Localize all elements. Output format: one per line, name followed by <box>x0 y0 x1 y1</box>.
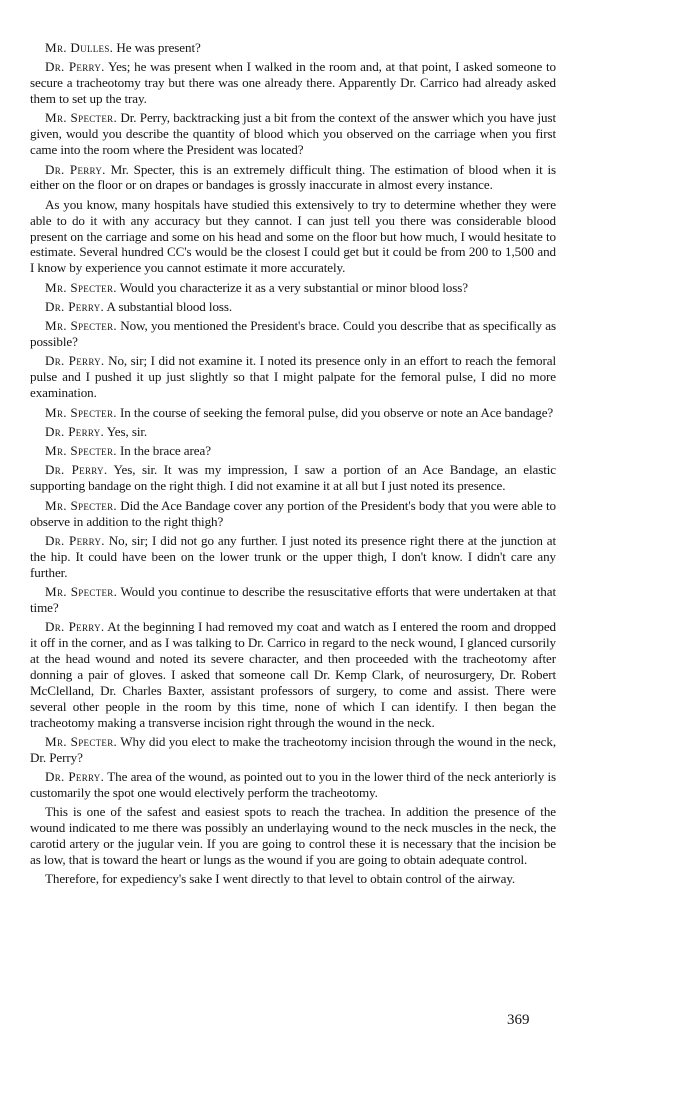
speaker-name: Dr. Perry. <box>45 59 105 75</box>
speaker-name: Dr. Perry. <box>45 298 105 314</box>
paragraph <box>30 40 556 56</box>
paragraph <box>30 162 556 194</box>
paragraph-text: This is one of the safest and easiest spots to reach the trachea. In addition the presence of the wound indicated to me there was possibly an underlaying wound to the neck muscles in the neck, the carotid artery or the jugular vein. If you are going to control these it is necessary that the incision be as low, that is toward the heart or lungs as the wound if you are going to obtain adequate control. <box>30 804 556 868</box>
speaker-name: Dr. Perry. <box>45 532 105 548</box>
paragraph-text: No, sir; I did not go any further. I just noted its presence right there at the junction at the hip. It could have been on the lower trunk or the upper thigh, I don't know. I didn't care any further. <box>30 532 556 580</box>
speaker-name: Dr. Perry. <box>45 769 105 785</box>
paragraph <box>30 353 556 401</box>
paragraph <box>30 734 556 766</box>
paragraph-text: Yes, sir. <box>104 423 148 439</box>
speaker-name: Dr. Perry. <box>45 161 106 177</box>
speaker-name: Mr. Specter. <box>45 279 117 295</box>
paragraph-text: As you know, many hospitals have studied this extensively to try to determine whether they were able to do it with any accuracy but they cannot. I can just tell you there was considerable blood present on the carriage and some on his head and some on the floor but how much, I would hesitate to estimate. Several hundred CC's would be the closest I could get but it could be from 200 to 1,500 and I know by experience you cannot estimate it more accurately. <box>30 196 556 276</box>
paragraph <box>30 299 556 315</box>
speaker-name: Mr. Specter. <box>45 733 118 749</box>
paragraph-text: Mr. Specter, this is an extremely difficult thing. The estimation of blood when it is either on the floor or on drapes or bandages is grossly inaccurate in almost every instance. <box>30 161 556 193</box>
paragraph <box>30 462 556 494</box>
paragraph-text: In the brace area? <box>116 443 211 459</box>
paragraph-text: Yes; he was present when I walked in the room and, at that point, I asked someone to secure a tracheotomy tray but there was one already there. Apparently Dr. Carrico had already asked them to set up the tray. <box>30 59 556 107</box>
paragraph-text: Would you continue to describe the resuscitative efforts that were undertaken at that time? <box>30 583 556 615</box>
paragraph <box>30 424 556 440</box>
paragraph-text: Why did you elect to make the tracheotomy incision through the wound in the neck, Dr. Perry? <box>30 733 557 765</box>
paragraph <box>30 405 556 421</box>
speaker-name: Mr. Specter. <box>45 443 117 459</box>
speaker-name: Dr. Perry. <box>45 619 105 635</box>
paragraph <box>30 871 556 887</box>
paragraph <box>30 769 556 801</box>
transcript-body <box>30 40 556 891</box>
paragraph-text: A substantial blood loss. <box>104 298 233 314</box>
speaker-name: Dr. Perry. <box>45 462 108 478</box>
speaker-name: Mr. Specter. <box>45 583 118 599</box>
speaker-name: Mr. Specter. <box>45 318 117 334</box>
paragraph-text: In the course of seeking the femoral pulse, did you observe or note an Ace bandage? <box>116 404 554 420</box>
speaker-name: Mr. Specter. <box>45 497 117 513</box>
paragraph <box>30 443 556 459</box>
paragraph-text: Dr. Perry, backtracking just a bit from the context of the answer which you have just given, would you describe the quantity of blood which you observed on the carriage when you first came into the room where the President was located? <box>30 110 556 158</box>
speaker-name: Dr. Perry. <box>45 353 105 369</box>
speaker-name: Mr. Dulles. <box>45 40 114 55</box>
paragraph-text: Would you characterize it as a very substantial or minor blood loss? <box>116 279 468 295</box>
paragraph <box>30 110 556 158</box>
speaker-name: Dr. Perry. <box>45 423 105 439</box>
paragraph <box>30 280 556 296</box>
paragraph-text: The area of the wound, as pointed out to you in the lower third of the neck anteriorly is customarily the spot one would electively perform the tracheotomy. <box>30 769 556 800</box>
paragraph-text: He was present? <box>113 40 201 55</box>
paragraph-text: Now, you mentioned the President's brace. Could you describe that as specifically as possible? <box>30 318 556 350</box>
paragraph <box>30 619 556 730</box>
paragraph <box>30 584 556 616</box>
paragraph-text: Therefore, for expediency's sake I went directly to that level to obtain control of the airway. <box>45 871 516 887</box>
paragraph <box>30 59 556 107</box>
paragraph-text: At the beginning I had removed my coat and watch as I entered the room and dropped it off in the corner, and as I was talking to Dr. Carrico in regard to the neck wound, I glanced cursorily at the head wound and noted its severe character, and then proceeded with the tracheotomy after donning a pair of gloves. I asked that someone call Dr. Kemp Clark, of neurosurgery, Dr. Robert McClelland, Dr. Charles Baxter, assistant professors of surgery, to come and assist. There were several other people in the room by this time, none of which I can identify. I then began the tracheotomy making a transverse incision right through the wound in the neck. <box>30 619 556 730</box>
paragraph <box>30 804 556 868</box>
paragraph <box>30 533 556 581</box>
paragraph <box>30 318 556 350</box>
paragraph <box>30 498 556 530</box>
paragraph <box>30 197 556 277</box>
paragraph-text: Yes, sir. It was my impression, I saw a portion of an Ace Bandage, an elastic supporting bandage on the right thigh. I did not examine it at all but I just noted its presence. <box>30 462 556 494</box>
speaker-name: Mr. Specter. <box>45 110 118 126</box>
paragraph-text: No, sir; I did not examine it. I noted its presence only in an effort to reach the femoral pulse and I pushed it up just slightly so that I might palpate for the femoral pulse, I did no more examination. <box>30 353 556 401</box>
page-number: 369 <box>507 1012 530 1028</box>
paragraph-text: Did the Ace Bandage cover any portion of the President's body that you were able to observe in addition to the right thigh? <box>30 497 556 529</box>
speaker-name: Mr. Specter. <box>45 404 117 420</box>
